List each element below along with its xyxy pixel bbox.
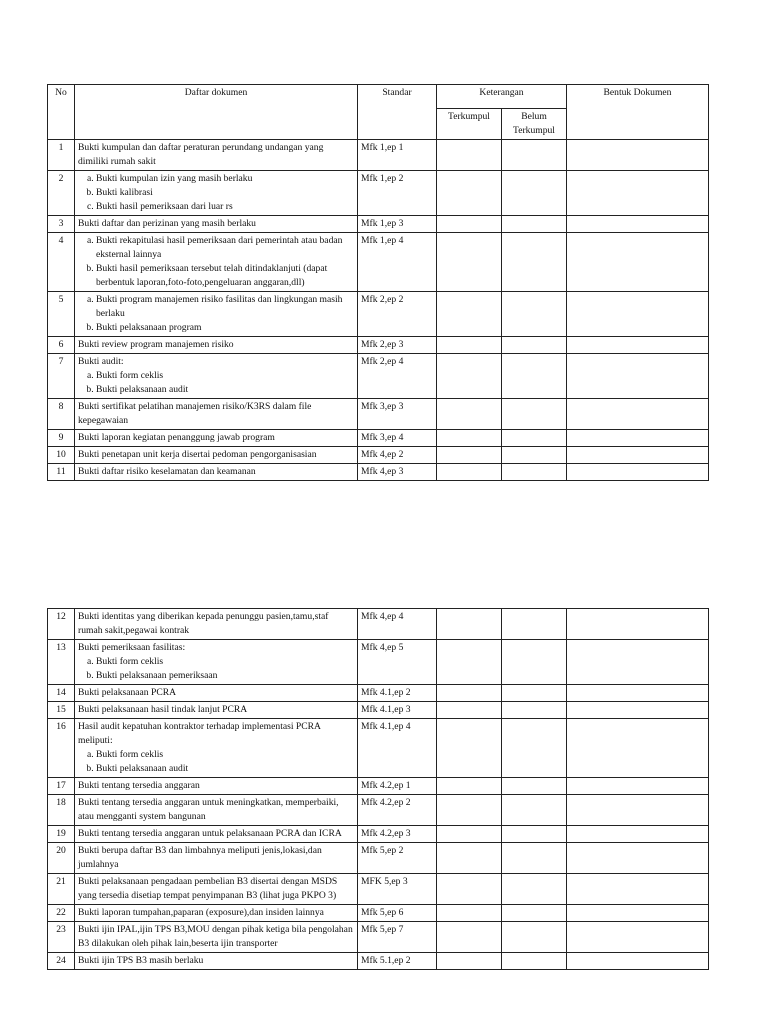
- terkumpul-cell: [437, 795, 502, 826]
- header-belum-terkumpul: Belum Terkumpul: [502, 109, 567, 140]
- table-row: [48, 464, 709, 481]
- table-row: [48, 826, 709, 843]
- belum-terkumpul-cell: [502, 337, 567, 354]
- document-description: [75, 216, 358, 233]
- document-sub-item: b. Bukti hasil pemeriksaan tersebut telah ditindaklanjuti (dapat berbentuk laporan,foto-foto,pengeluaran anggaran,dll): [96, 262, 354, 290]
- document-description: [75, 354, 358, 399]
- document-table-1: [47, 84, 709, 481]
- table-1-body: [48, 140, 709, 481]
- row-number: 23: [48, 922, 75, 953]
- belum-terkumpul-cell: [502, 905, 567, 922]
- row-number: 18: [48, 795, 75, 826]
- bentuk-dokumen-cell: [567, 609, 709, 640]
- bentuk-dokumen-cell: [567, 905, 709, 922]
- standar-cell: Mfk 4.1,ep 3: [358, 702, 437, 719]
- row-number: 2: [48, 171, 75, 216]
- bentuk-dokumen-cell: [567, 843, 709, 874]
- belum-terkumpul-cell: [502, 953, 567, 970]
- standar-cell: Mfk 5.1,ep 2: [358, 953, 437, 970]
- document-text: Bukti daftar dan perizinan yang masih berlaku: [78, 218, 256, 229]
- document-description: [75, 702, 358, 719]
- row-number: 9: [48, 430, 75, 447]
- table-row: [48, 216, 709, 233]
- document-text: Bukti pemeriksaan fasilitas:: [78, 642, 186, 653]
- standar-cell: Mfk 4,ep 3: [358, 464, 437, 481]
- row-number: 5: [48, 292, 75, 337]
- terkumpul-cell: [437, 140, 502, 171]
- standar-cell: Mfk 2,ep 2: [358, 292, 437, 337]
- standar-cell: Mfk 4.2,ep 3: [358, 826, 437, 843]
- row-number: 16: [48, 719, 75, 778]
- table-row: [48, 874, 709, 905]
- document-description: [75, 640, 358, 685]
- document-sub-item: b. Bukti pelaksanaan program: [96, 321, 354, 335]
- table-row: [48, 337, 709, 354]
- standar-cell: Mfk 3,ep 3: [358, 399, 437, 430]
- terkumpul-cell: [437, 719, 502, 778]
- terkumpul-cell: [437, 685, 502, 702]
- bentuk-dokumen-cell: [567, 795, 709, 826]
- document-description: [75, 795, 358, 826]
- bentuk-dokumen-cell: [567, 140, 709, 171]
- document-text: Bukti kumpulan dan daftar peraturan perundang undangan yang dimiliki rumah sakit: [78, 142, 324, 167]
- belum-terkumpul-cell: [502, 874, 567, 905]
- belum-terkumpul-cell: [502, 843, 567, 874]
- terkumpul-cell: [437, 337, 502, 354]
- terkumpul-cell: [437, 430, 502, 447]
- document-text: Bukti tentang tersedia anggaran untuk meningkatkan, memperbaiki, atau mengganti system bangunan: [78, 797, 339, 822]
- document-text: Bukti daftar risiko keselamatan dan keamanan: [78, 466, 256, 477]
- document-description: [75, 399, 358, 430]
- belum-terkumpul-cell: [502, 292, 567, 337]
- row-number: 14: [48, 685, 75, 702]
- terkumpul-cell: [437, 171, 502, 216]
- table-row: [48, 171, 709, 216]
- table-row: [48, 778, 709, 795]
- standar-cell: Mfk 5,ep 6: [358, 905, 437, 922]
- standar-cell: Mfk 4.1,ep 2: [358, 685, 437, 702]
- bentuk-dokumen-cell: [567, 233, 709, 292]
- terkumpul-cell: [437, 922, 502, 953]
- bentuk-dokumen-cell: [567, 464, 709, 481]
- table-row: [48, 953, 709, 970]
- terkumpul-cell: [437, 399, 502, 430]
- belum-terkumpul-cell: [502, 685, 567, 702]
- standar-cell: Mfk 1,ep 1: [358, 140, 437, 171]
- document-text: Bukti pelaksanaan hasil tindak lanjut PCRA: [78, 704, 248, 715]
- bentuk-dokumen-cell: [567, 447, 709, 464]
- bentuk-dokumen-cell: [567, 953, 709, 970]
- row-number: 13: [48, 640, 75, 685]
- bentuk-dokumen-cell: [567, 922, 709, 953]
- belum-terkumpul-cell: [502, 354, 567, 399]
- row-number: 8: [48, 399, 75, 430]
- document-text: Bukti sertifikat pelatihan manajemen risiko/K3RS dalam file kepegawaian: [78, 401, 312, 426]
- belum-terkumpul-cell: [502, 640, 567, 685]
- bentuk-dokumen-cell: [567, 292, 709, 337]
- bentuk-dokumen-cell: [567, 826, 709, 843]
- bentuk-dokumen-cell: [567, 685, 709, 702]
- terkumpul-cell: [437, 354, 502, 399]
- document-sub-item: a. Bukti form ceklis: [96, 748, 354, 762]
- row-number: 3: [48, 216, 75, 233]
- document-description: [75, 292, 358, 337]
- document-description: [75, 609, 358, 640]
- header-standar: Standar: [358, 85, 437, 140]
- belum-terkumpul-cell: [502, 702, 567, 719]
- document-sub-item: b. Bukti kalibrasi: [96, 186, 354, 200]
- standar-cell: Mfk 4,ep 2: [358, 447, 437, 464]
- belum-terkumpul-cell: [502, 609, 567, 640]
- row-number: 19: [48, 826, 75, 843]
- terkumpul-cell: [437, 292, 502, 337]
- document-text: Bukti penetapan unit kerja disertai pedoman pengorganisasian: [78, 449, 317, 460]
- standar-cell: MFK 5,ep 3: [358, 874, 437, 905]
- terkumpul-cell: [437, 464, 502, 481]
- document-description: [75, 905, 358, 922]
- row-number: 6: [48, 337, 75, 354]
- table-row: [48, 719, 709, 778]
- row-number: 1: [48, 140, 75, 171]
- bentuk-dokumen-cell: [567, 354, 709, 399]
- table-2-body: [48, 609, 709, 970]
- header-daftar-dokumen: Daftar dokumen: [75, 85, 358, 140]
- bentuk-dokumen-cell: [567, 719, 709, 778]
- document-text: Bukti laporan kegiatan penanggung jawab program: [78, 432, 275, 443]
- table-row: [48, 702, 709, 719]
- table-row: [48, 922, 709, 953]
- standar-cell: Mfk 1,ep 3: [358, 216, 437, 233]
- table-row: [48, 354, 709, 399]
- header-terkumpul: Terkumpul: [437, 109, 502, 140]
- table-row: [48, 233, 709, 292]
- row-number: 24: [48, 953, 75, 970]
- belum-terkumpul-cell: [502, 826, 567, 843]
- belum-terkumpul-cell: [502, 447, 567, 464]
- table-row: [48, 843, 709, 874]
- row-number: 12: [48, 609, 75, 640]
- terkumpul-cell: [437, 447, 502, 464]
- table-row: [48, 430, 709, 447]
- standar-cell: Mfk 1,ep 2: [358, 171, 437, 216]
- document-sub-item: b. Bukti pelaksanaan pemeriksaan: [96, 669, 354, 683]
- belum-terkumpul-cell: [502, 171, 567, 216]
- standar-cell: Mfk 2,ep 3: [358, 337, 437, 354]
- document-description: [75, 430, 358, 447]
- document-text: Bukti audit:: [78, 356, 124, 367]
- document-sub-item: c. Bukti hasil pemeriksaan dari luar rs: [96, 200, 354, 214]
- table-row: [48, 905, 709, 922]
- bentuk-dokumen-cell: [567, 640, 709, 685]
- document-description: [75, 464, 358, 481]
- row-number: 21: [48, 874, 75, 905]
- standar-cell: Mfk 5,ep 7: [358, 922, 437, 953]
- document-text: Hasil audit kepatuhan kontraktor terhadap implementasi PCRA meliputi:: [78, 721, 321, 746]
- row-number: 7: [48, 354, 75, 399]
- standar-cell: Mfk 3,ep 4: [358, 430, 437, 447]
- terkumpul-cell: [437, 640, 502, 685]
- belum-terkumpul-cell: [502, 399, 567, 430]
- standar-cell: Mfk 4.2,ep 2: [358, 795, 437, 826]
- bentuk-dokumen-cell: [567, 171, 709, 216]
- terkumpul-cell: [437, 826, 502, 843]
- document-description: [75, 140, 358, 171]
- belum-terkumpul-cell: [502, 795, 567, 826]
- terkumpul-cell: [437, 216, 502, 233]
- bentuk-dokumen-cell: [567, 874, 709, 905]
- document-description: [75, 447, 358, 464]
- header-bentuk-dokumen: Bentuk Dokumen: [567, 85, 709, 140]
- document-sub-list: [78, 293, 354, 335]
- document-text: Bukti ijin IPAL,ijin TPS B3,MOU dengan pihak ketiga bila pengolahan B3 dilakukan oleh pihak lain,beserta ijin transporter: [78, 924, 353, 949]
- terkumpul-cell: [437, 843, 502, 874]
- belum-terkumpul-cell: [502, 922, 567, 953]
- document-sub-item: a. Bukti rekapitulasi hasil pemeriksaan dari pemerintah atau badan eksternal lainnya: [96, 234, 354, 262]
- belum-terkumpul-cell: [502, 778, 567, 795]
- document-sub-list: [78, 369, 354, 397]
- document-sub-item: a. Bukti form ceklis: [96, 369, 354, 383]
- standar-cell: Mfk 4.2,ep 1: [358, 778, 437, 795]
- document-sub-list: [78, 172, 354, 214]
- terkumpul-cell: [437, 233, 502, 292]
- row-number: 15: [48, 702, 75, 719]
- bentuk-dokumen-cell: [567, 216, 709, 233]
- row-number: 17: [48, 778, 75, 795]
- document-text: Bukti pelaksanaan PCRA: [78, 687, 177, 698]
- document-description: [75, 953, 358, 970]
- document-table-2: [47, 608, 709, 970]
- row-number: 20: [48, 843, 75, 874]
- belum-terkumpul-cell: [502, 216, 567, 233]
- bentuk-dokumen-cell: [567, 337, 709, 354]
- document-description: [75, 233, 358, 292]
- standar-cell: Mfk 4,ep 5: [358, 640, 437, 685]
- document-sub-list: [78, 234, 354, 290]
- document-sub-item: a. Bukti kumpulan izin yang masih berlaku: [96, 172, 354, 186]
- row-number: 22: [48, 905, 75, 922]
- header-keterangan: Keterangan: [437, 85, 567, 109]
- document-sub-item: b. Bukti pelaksanaan audit: [96, 762, 354, 776]
- standar-cell: Mfk 5,ep 2: [358, 843, 437, 874]
- document-sub-list: [78, 655, 354, 683]
- bentuk-dokumen-cell: [567, 702, 709, 719]
- document-description: [75, 843, 358, 874]
- row-number: 10: [48, 447, 75, 464]
- document-description: [75, 719, 358, 778]
- row-number: 4: [48, 233, 75, 292]
- row-number: 11: [48, 464, 75, 481]
- terkumpul-cell: [437, 953, 502, 970]
- terkumpul-cell: [437, 609, 502, 640]
- table-row: [48, 795, 709, 826]
- standar-cell: Mfk 2,ep 4: [358, 354, 437, 399]
- table-row: [48, 447, 709, 464]
- table-row: [48, 140, 709, 171]
- table-row: [48, 399, 709, 430]
- standar-cell: Mfk 1,ep 4: [358, 233, 437, 292]
- document-sub-item: b. Bukti pelaksanaan audit: [96, 383, 354, 397]
- document-text: Bukti laporan tumpahan,paparan (exposure),dan insiden lainnya: [78, 907, 324, 918]
- document-text: Bukti identitas yang diberikan kepada penunggu pasien,tamu,staf rumah sakit,pegawai kontrak: [78, 611, 329, 636]
- table-row: [48, 640, 709, 685]
- document-sub-item: a. Bukti program manajemen risiko fasilitas dan lingkungan masih berlaku: [96, 293, 354, 321]
- terkumpul-cell: [437, 874, 502, 905]
- document-text: Bukti pelaksanaan pengadaan pembelian B3 disertai dengan MSDS yang tersedia disetiap tempat penyimpanan B3 (lihat juga PKPO 3): [78, 876, 338, 901]
- document-description: [75, 337, 358, 354]
- document-description: [75, 922, 358, 953]
- bentuk-dokumen-cell: [567, 430, 709, 447]
- document-description: [75, 685, 358, 702]
- document-description: [75, 826, 358, 843]
- table-row: [48, 609, 709, 640]
- bentuk-dokumen-cell: [567, 778, 709, 795]
- document-text: Bukti review program manajemen risiko: [78, 339, 234, 350]
- document-description: [75, 874, 358, 905]
- standar-cell: Mfk 4,ep 4: [358, 609, 437, 640]
- standar-cell: Mfk 4.1,ep 4: [358, 719, 437, 778]
- bentuk-dokumen-cell: [567, 399, 709, 430]
- belum-terkumpul-cell: [502, 464, 567, 481]
- document-sub-list: [78, 748, 354, 776]
- terkumpul-cell: [437, 778, 502, 795]
- belum-terkumpul-cell: [502, 430, 567, 447]
- document-text: Bukti berupa daftar B3 dan limbahnya meliputi jenis,lokasi,dan jumlahnya: [78, 845, 322, 870]
- belum-terkumpul-cell: [502, 233, 567, 292]
- document-description: [75, 171, 358, 216]
- belum-terkumpul-cell: [502, 719, 567, 778]
- table-row: [48, 685, 709, 702]
- document-text: Bukti ijin TPS B3 masih berlaku: [78, 955, 204, 966]
- document-text: Bukti tentang tersedia anggaran untuk pelaksanaan PCRA dan ICRA: [78, 828, 342, 839]
- document-description: [75, 778, 358, 795]
- belum-terkumpul-cell: [502, 140, 567, 171]
- terkumpul-cell: [437, 702, 502, 719]
- document-text: Bukti tentang tersedia anggaran: [78, 780, 200, 791]
- header-no: No: [48, 85, 75, 140]
- terkumpul-cell: [437, 905, 502, 922]
- document-sub-item: a. Bukti form ceklis: [96, 655, 354, 669]
- table-row: [48, 292, 709, 337]
